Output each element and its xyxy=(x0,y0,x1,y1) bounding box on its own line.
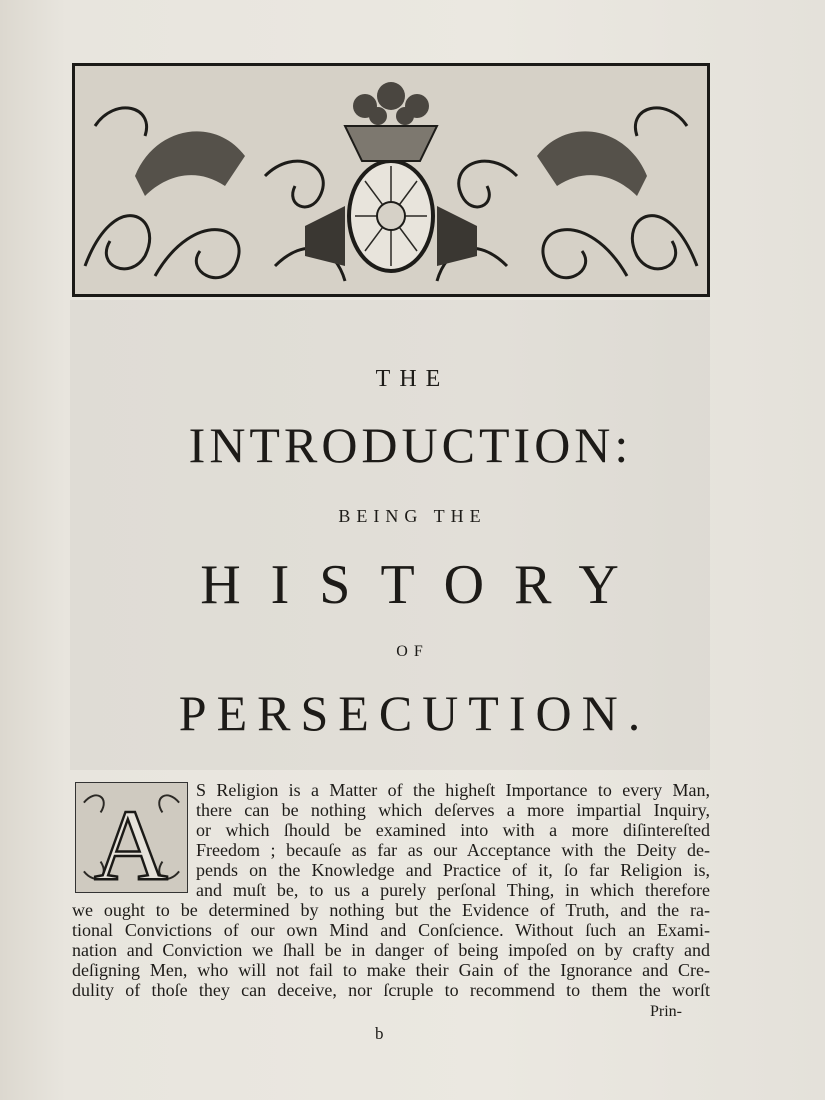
body-text xyxy=(72,780,710,1000)
body-line: and muſt be, to us a purely perſonal Thing, in which therefore xyxy=(196,880,710,900)
body-line: pends on the Knowledge and Practice of it, ſo far Religion is, xyxy=(196,860,710,880)
body-line: tional Convictions of our own Mind and Conſcience. Without ſuch an Exami- xyxy=(72,920,710,940)
body-line: there can be nothing which deſerves a more impartial Inquiry, xyxy=(196,800,710,820)
title-introduction: INTRODUCTION: xyxy=(188,417,633,473)
body-line: we ought to be determined by nothing but the Evidence of Truth, and the ra- xyxy=(72,900,710,920)
title-being-the: BEING THE xyxy=(338,506,487,526)
title-history: HISTORY xyxy=(200,554,649,616)
title-the: THE xyxy=(375,366,450,392)
body-line: dulity of thoſe they can deceive, nor ſcruple to recommend to them the worſt xyxy=(72,980,710,1000)
body-line: deſigning Men, who will not fail to make their Gain of the Ignorance and Cre- xyxy=(72,960,710,980)
title-of: OF xyxy=(396,643,429,660)
body-line: nation and Conviction we ſhall be in danger of being impoſed on by crafty and xyxy=(72,940,710,960)
body-line: S Religion is a Matter of the higheſt Importance to every Man, xyxy=(196,780,710,800)
body-line: Freedom ; becauſe as far as our Acceptance with the Deity de- xyxy=(196,840,710,860)
catchword: Prin- xyxy=(650,1003,682,1020)
body-line: or which ſhould be examined into with a more diſintereſted xyxy=(196,820,710,840)
title-persecution: PERSECUTION. xyxy=(178,685,651,741)
drop-cap-letter: A xyxy=(94,789,168,892)
ornamental-headpiece xyxy=(72,63,710,297)
signature-mark: b xyxy=(375,1024,384,1043)
